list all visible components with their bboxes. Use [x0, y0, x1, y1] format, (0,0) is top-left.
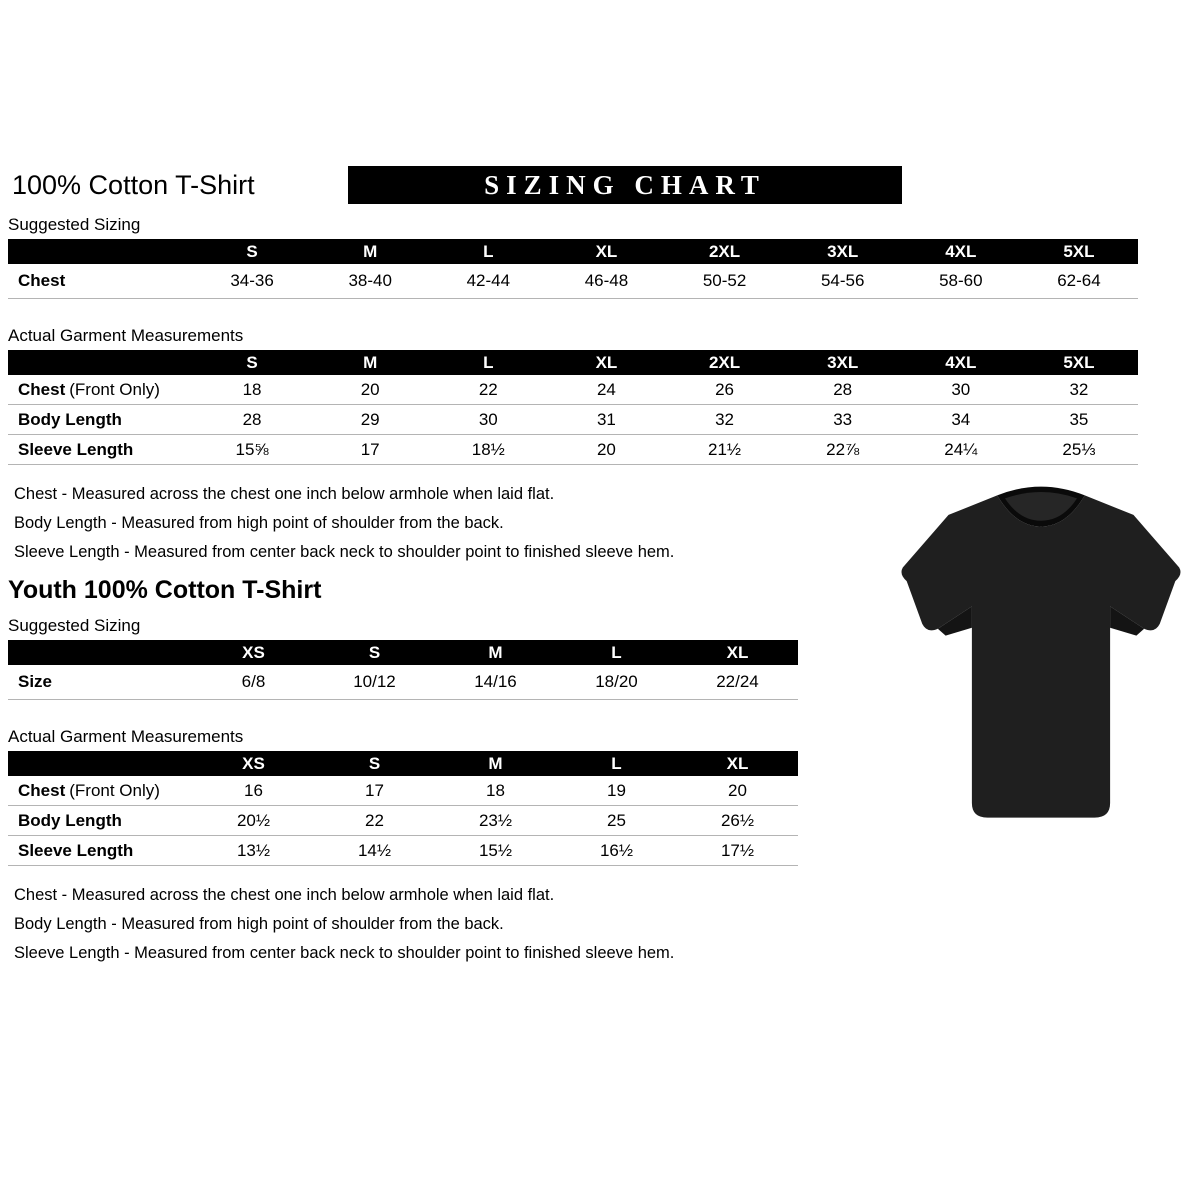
- sizing-chart-banner: [348, 166, 902, 204]
- measurement-cell: 22⅞: [784, 435, 902, 465]
- row-label: Chest: [8, 264, 193, 299]
- youth-notes: [14, 886, 1200, 963]
- note-line: Sleeve Length - Measured from center back neck to shoulder point to finished sleeve hem.: [14, 944, 675, 962]
- empty-corner-cell: [8, 350, 193, 375]
- measurement-cell: 42-44: [429, 264, 547, 299]
- table-row: [8, 776, 798, 806]
- table-row: [8, 806, 798, 836]
- table-row: [8, 665, 798, 700]
- measurement-cell: 15½: [435, 836, 556, 866]
- measurement-cell: 31: [547, 405, 665, 435]
- row-label: Sleeve Length: [8, 435, 193, 465]
- measurement-cell: 46-48: [547, 264, 665, 299]
- measurement-cell: 15⅝: [193, 435, 311, 465]
- adult-suggested-header-row: [8, 239, 1138, 264]
- measurement-cell: 16½: [556, 836, 677, 866]
- header-row: [0, 0, 1200, 204]
- measurement-cell: 24: [547, 375, 665, 405]
- measurement-cell: 14/16: [435, 665, 556, 700]
- measurement-cell: 13½: [193, 836, 314, 866]
- size-col-header: XS: [193, 640, 314, 665]
- measurement-cell: 34: [902, 405, 1020, 435]
- measurement-cell: 28: [784, 375, 902, 405]
- adult-suggested-table: [8, 239, 1138, 299]
- size-col-header: 3XL: [784, 239, 902, 264]
- table-row: [8, 405, 1138, 435]
- note-line: Body Length - Measured from high point of shoulder from the back.: [14, 514, 504, 532]
- measurement-cell: 20: [311, 375, 429, 405]
- measurement-cell: 25⅓: [1020, 435, 1138, 465]
- measurement-cell: 20½: [193, 806, 314, 836]
- measurement-cell: 17: [311, 435, 429, 465]
- measurement-cell: 29: [311, 405, 429, 435]
- size-col-header: S: [314, 640, 435, 665]
- measurement-cell: 18: [193, 375, 311, 405]
- size-col-header: L: [556, 751, 677, 776]
- measurement-cell: 32: [1020, 375, 1138, 405]
- measurement-cell: 23½: [435, 806, 556, 836]
- measurement-cell: 17: [314, 776, 435, 806]
- table-row: [8, 264, 1138, 299]
- measurement-cell: 32: [666, 405, 784, 435]
- size-col-header: XS: [193, 751, 314, 776]
- size-col-header: XL: [677, 751, 798, 776]
- measurement-cell: 18: [435, 776, 556, 806]
- note-line: Body Length - Measured from high point of shoulder from the back.: [14, 915, 504, 933]
- adult-actual-label: Actual Garment Measurements: [8, 326, 244, 345]
- empty-corner-cell: [8, 239, 193, 264]
- row-label: Sleeve Length: [8, 836, 193, 866]
- measurement-cell: 19: [556, 776, 677, 806]
- measurement-cell: 25: [556, 806, 677, 836]
- banner-text: SIZING CHART: [484, 169, 766, 200]
- row-label: Chest (Front Only): [8, 776, 193, 806]
- youth-actual-label: Actual Garment Measurements: [8, 727, 244, 746]
- size-col-header: XL: [677, 640, 798, 665]
- table-row: [8, 836, 798, 866]
- row-label: Size: [8, 665, 193, 700]
- measurement-cell: 20: [677, 776, 798, 806]
- size-col-header: 4XL: [902, 350, 1020, 375]
- note-line: Chest - Measured across the chest one inch below armhole when laid flat.: [14, 886, 555, 904]
- measurement-cell: 14½: [314, 836, 435, 866]
- size-col-header: 5XL: [1020, 239, 1138, 264]
- adult-actual-table: [8, 350, 1138, 465]
- measurement-cell: 50-52: [666, 264, 784, 299]
- measurement-cell: 54-56: [784, 264, 902, 299]
- size-col-header: 5XL: [1020, 350, 1138, 375]
- table-row: [8, 375, 1138, 405]
- size-col-header: L: [429, 350, 547, 375]
- measurement-cell: 10/12: [314, 665, 435, 700]
- size-col-header: 2XL: [666, 239, 784, 264]
- size-col-header: M: [311, 239, 429, 264]
- size-col-header: S: [193, 239, 311, 264]
- t-shirt-body: [901, 495, 1180, 817]
- measurement-cell: 28: [193, 405, 311, 435]
- size-col-header: 3XL: [784, 350, 902, 375]
- size-col-header: M: [311, 350, 429, 375]
- measurement-cell: 58-60: [902, 264, 1020, 299]
- youth-suggested-label: Suggested Sizing: [8, 616, 141, 635]
- measurement-cell: 62-64: [1020, 264, 1138, 299]
- measurement-cell: 20: [547, 435, 665, 465]
- measurement-cell: 22: [429, 375, 547, 405]
- measurement-cell: 22: [314, 806, 435, 836]
- measurement-cell: 26½: [677, 806, 798, 836]
- size-col-header: 2XL: [666, 350, 784, 375]
- size-col-header: 4XL: [902, 239, 1020, 264]
- measurement-cell: 35: [1020, 405, 1138, 435]
- measurement-cell: 33: [784, 405, 902, 435]
- measurement-cell: 26: [666, 375, 784, 405]
- size-col-header: XL: [547, 239, 665, 264]
- size-col-header: M: [435, 640, 556, 665]
- size-col-header: L: [556, 640, 677, 665]
- measurement-cell: 18/20: [556, 665, 677, 700]
- youth-actual-header-row: [8, 751, 798, 776]
- row-label: Chest (Front Only): [8, 375, 193, 405]
- empty-corner-cell: [8, 751, 193, 776]
- measurement-cell: 30: [902, 375, 1020, 405]
- adult-title: 100% Cotton T-Shirt: [12, 169, 255, 200]
- youth-title: Youth 100% Cotton T-Shirt: [8, 576, 322, 604]
- empty-corner-cell: [8, 640, 193, 665]
- adult-actual-header-row: [8, 350, 1138, 375]
- measurement-cell: 6/8: [193, 665, 314, 700]
- measurement-cell: 22/24: [677, 665, 798, 700]
- size-col-header: L: [429, 239, 547, 264]
- size-col-header: M: [435, 751, 556, 776]
- measurement-cell: 17½: [677, 836, 798, 866]
- adult-suggested-label: Suggested Sizing: [8, 215, 141, 234]
- measurement-cell: 30: [429, 405, 547, 435]
- note-line: Sleeve Length - Measured from center back neck to shoulder point to finished sleeve hem.: [14, 543, 675, 561]
- measurement-cell: 18½: [429, 435, 547, 465]
- measurement-cell: 16: [193, 776, 314, 806]
- measurement-cell: 24¼: [902, 435, 1020, 465]
- note-line: Chest - Measured across the chest one inch below armhole when laid flat.: [14, 485, 555, 503]
- size-col-header: S: [193, 350, 311, 375]
- table-row: [8, 435, 1138, 465]
- youth-suggested-table: [8, 640, 798, 700]
- measurement-cell: 34-36: [193, 264, 311, 299]
- size-col-header: S: [314, 751, 435, 776]
- t-shirt-image: [895, 478, 1187, 836]
- measurement-cell: 38-40: [311, 264, 429, 299]
- size-col-header: XL: [547, 350, 665, 375]
- youth-actual-table: [8, 751, 798, 866]
- measurement-cell: 21½: [666, 435, 784, 465]
- row-label: Body Length: [8, 806, 193, 836]
- row-label: Body Length: [8, 405, 193, 435]
- youth-suggested-header-row: [8, 640, 798, 665]
